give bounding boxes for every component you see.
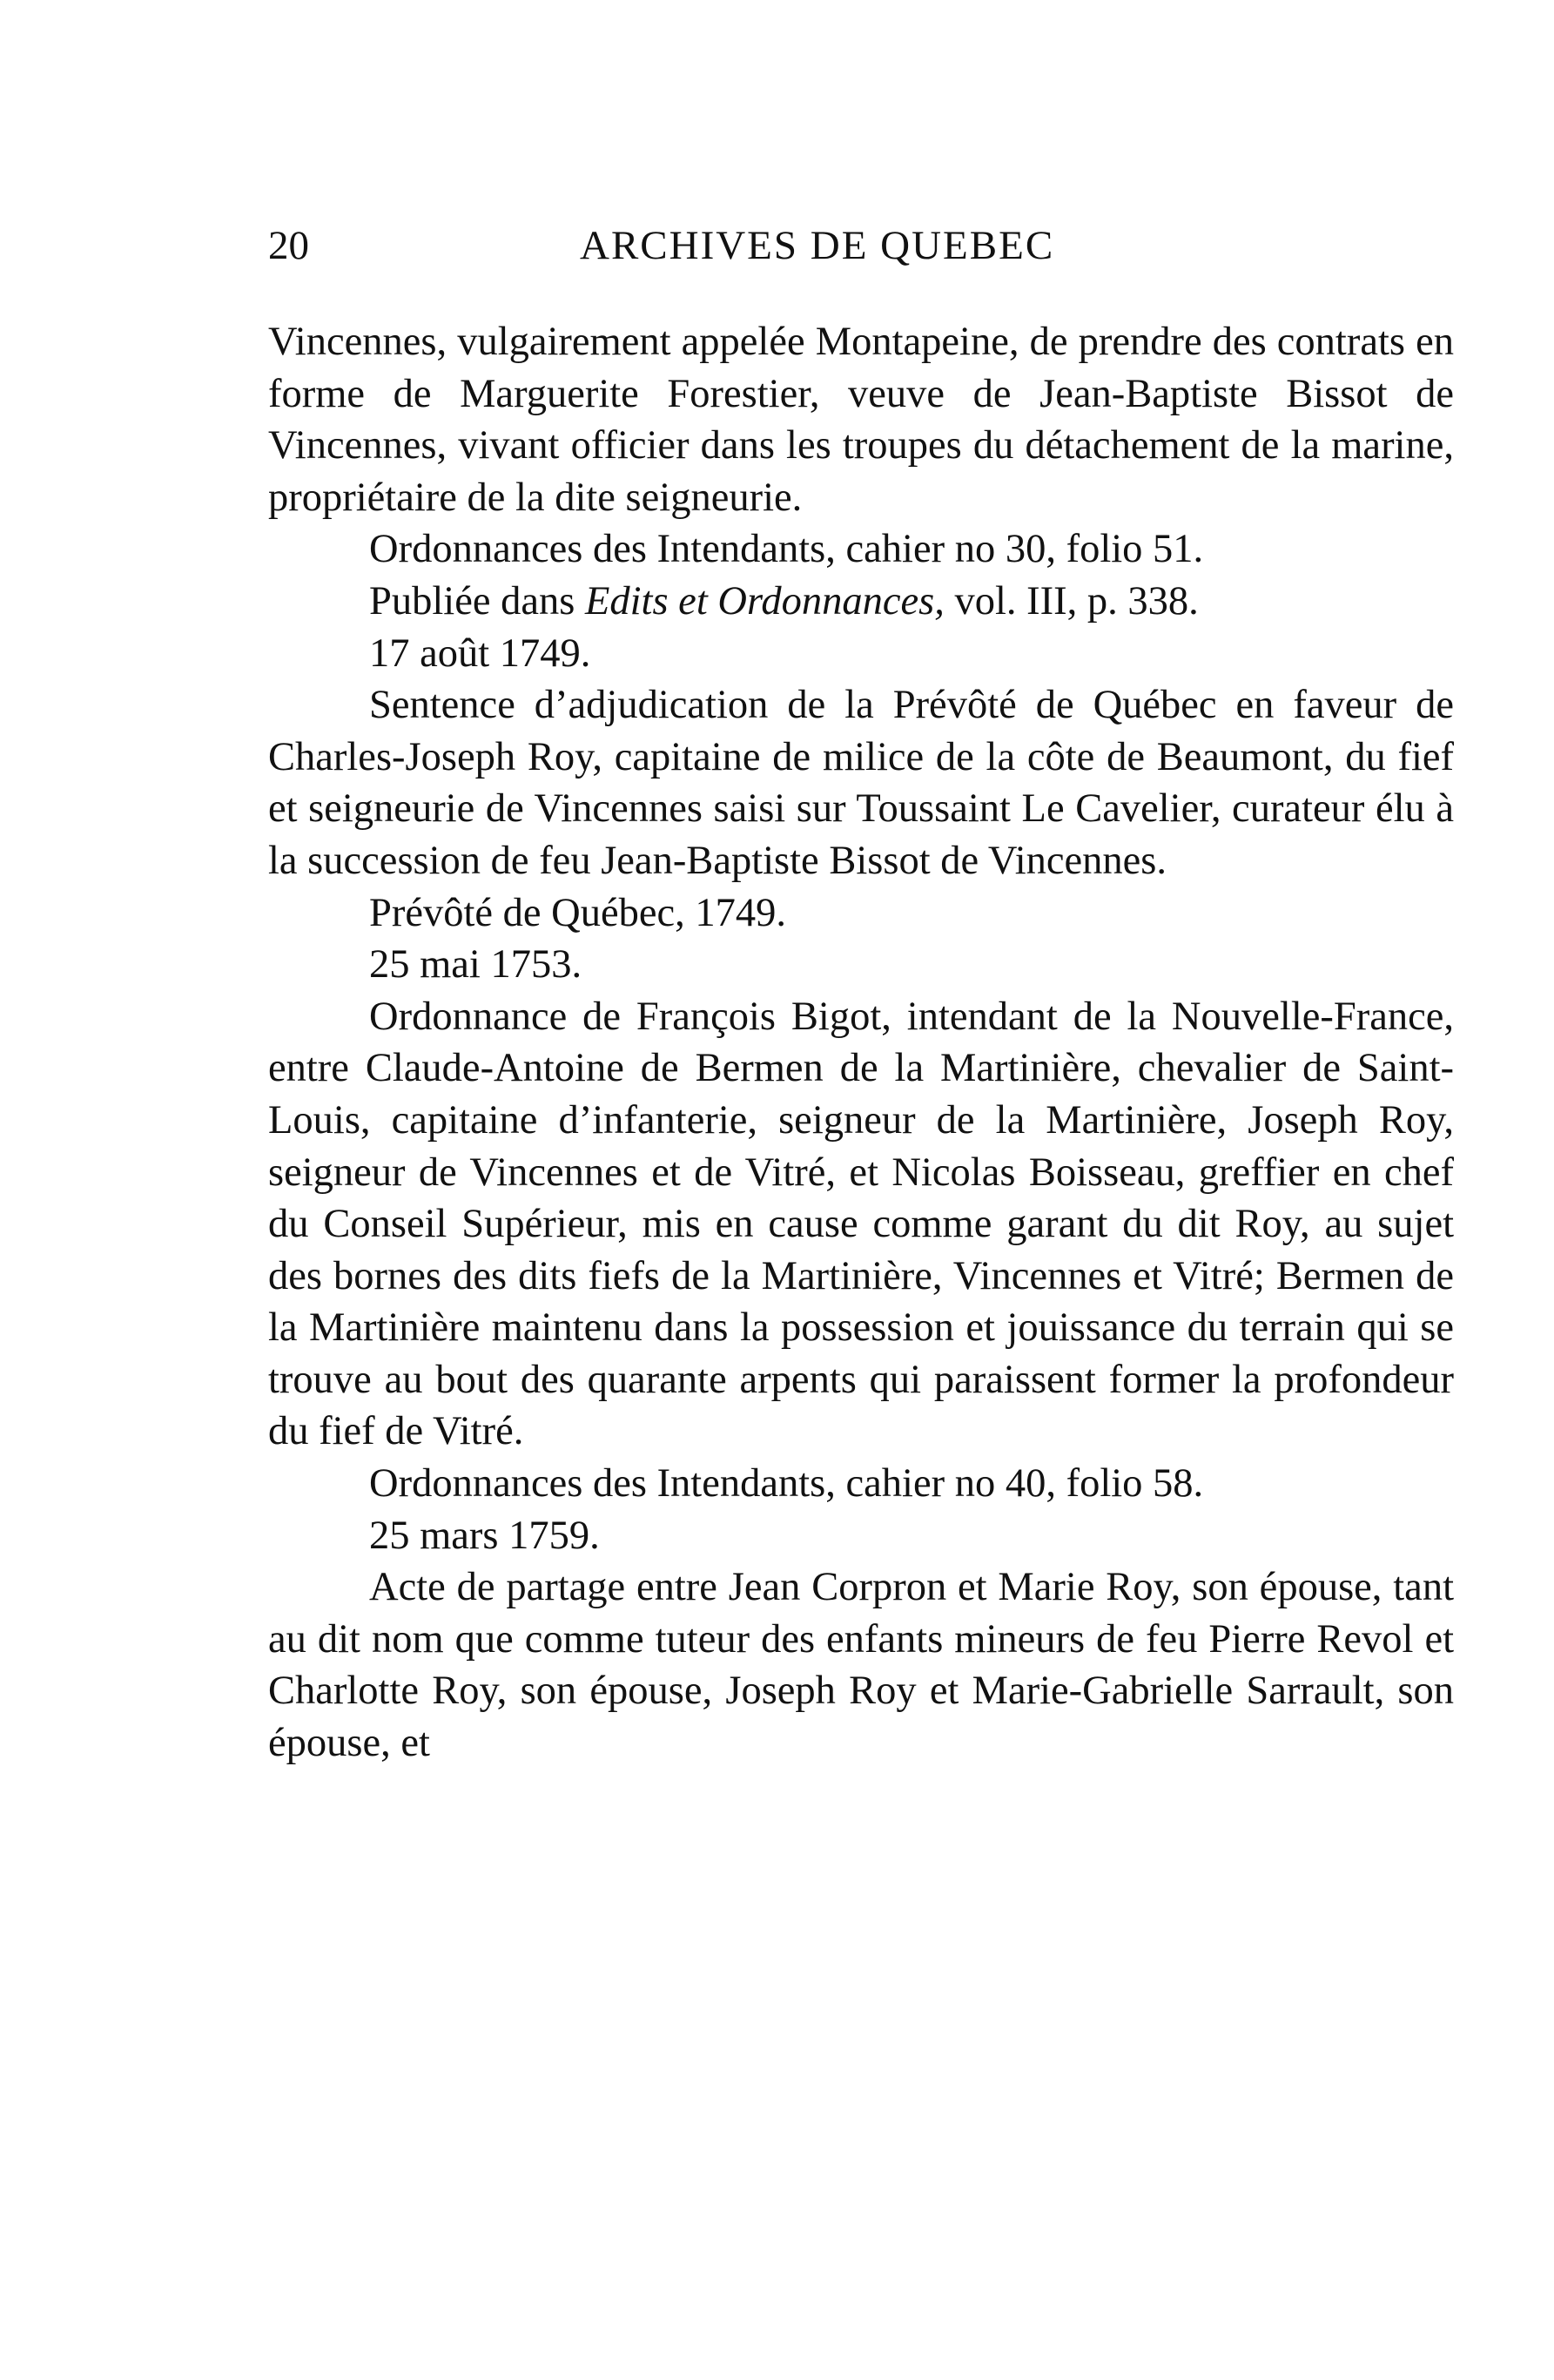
entry-paragraph: Acte de partage entre Jean Corpron et Marie Roy, son épouse, tant au dit nom que comme tuteur des enfants mineurs de feu Pierre Revol et Charlotte Roy, son épouse, Joseph Roy et Marie-Gabrielle Sarrault, son épouse, et [268, 1565, 1454, 1766]
page-title: ARCHIVES DE QUEBEC [580, 223, 1055, 268]
source-reference: Prévôté de Québec, 1749. [369, 890, 787, 935]
document-page [268, 222, 1454, 1770]
entry-date: 25 mai 1753. [369, 942, 582, 988]
publication-title: Edits et Ordonnances, [584, 578, 945, 624]
running-head [268, 222, 1454, 283]
source-reference: Ordonnances des Intendants, cahier no 30, folio 51. [369, 527, 1204, 572]
page-number: 20 [268, 223, 309, 268]
entry-paragraph: Ordonnance de François Bigot, intendant de la Nouvelle-France, entre Claude-Antoine de Bermen de la Martinière, chevalier de Saint-Louis, capitaine d’infanterie, seigneur de la Martinière, Joseph Roy, seigneur de Vincennes et de Vitré, et Nicolas Boisseau, greffier en chef du Conseil Supérieur, mis en cause comme garant du dit Roy, au sujet des bornes des dits fiefs de la Martinière, Vincennes et Vitré; Bermen de la Martinière maintenu dans la possession et jouissance du terrain qui se trouve au bout des quarante arpents qui paraissent former la profondeur du fief de Vitré. [268, 994, 1454, 1454]
publication-reference [268, 576, 1454, 628]
body-text [268, 316, 1454, 1770]
paragraph-continuation: Vincennes, vulgairement appelée Montapeine, de prendre des contrats en forme de Marguerite Forestier, veuve de Jean-Baptiste Bissot de Vincennes, vivant officier dans les troupes du détachement de la marine, propriétaire de la dite seigneurie. [268, 320, 1454, 520]
entry-paragraph: Sentence d’adjudication de la Prévôté de Québec en faveur de Charles-Joseph Roy, capitaine de milice de la côte de Beaumont, du fief et seigneurie de Vincennes saisi sur Toussaint Le Cavelier, curateur élu à la succession de feu Jean-Baptiste Bissot de Vincennes. [268, 683, 1454, 883]
publication-prefix: Publiée dans [369, 578, 585, 624]
source-reference: Ordonnances des Intendants, cahier no 40, folio 58. [369, 1461, 1204, 1507]
entry-date: 17 août 1749. [369, 630, 591, 676]
entry-date: 25 mars 1759. [369, 1513, 600, 1558]
publication-suffix: vol. III, p. 338. [944, 578, 1199, 624]
